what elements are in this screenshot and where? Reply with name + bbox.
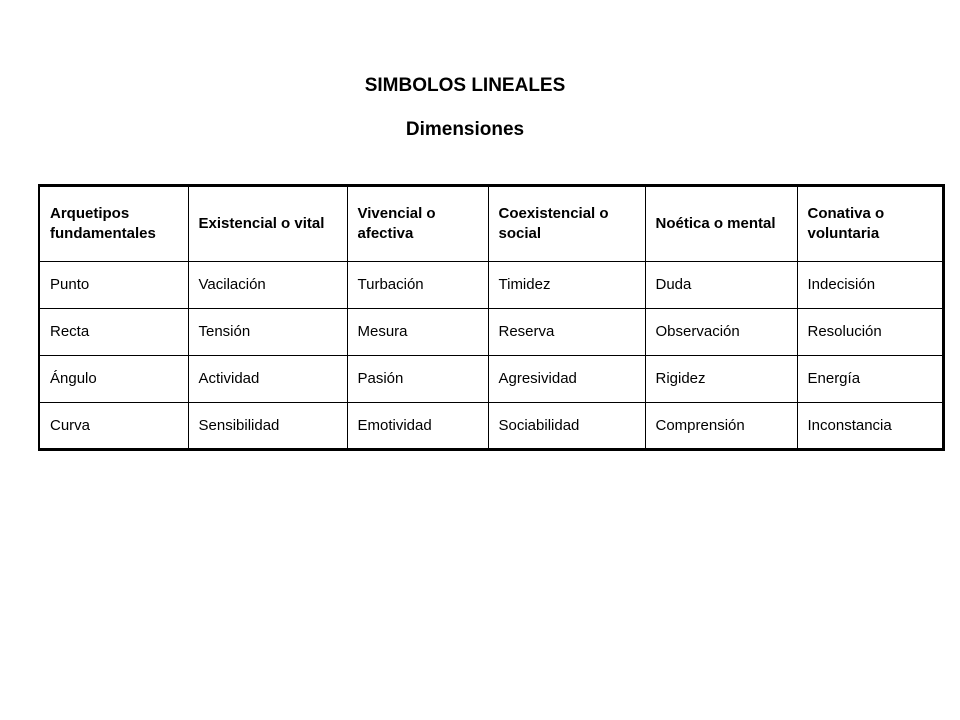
table-row bbox=[39, 262, 943, 309]
table-cell: Emotividad bbox=[347, 403, 488, 450]
page-title: SIMBOLOS LINEALES bbox=[364, 75, 566, 96]
table-cell: Recta bbox=[39, 309, 188, 356]
table-cell: Sensibilidad bbox=[188, 403, 347, 450]
table-cell: Ángulo bbox=[39, 356, 188, 403]
column-header-archetypes: Arquetipos fundamentales bbox=[39, 186, 188, 262]
table-cell: Inconstancia bbox=[797, 403, 943, 450]
column-header-conative: Conativa o voluntaria bbox=[797, 186, 943, 262]
table-cell: Pasión bbox=[347, 356, 488, 403]
table-cell: Curva bbox=[39, 403, 188, 450]
table-cell: Reserva bbox=[488, 309, 645, 356]
table-cell: Agresividad bbox=[488, 356, 645, 403]
table-cell: Indecisión bbox=[797, 262, 943, 309]
table-cell: Turbación bbox=[347, 262, 488, 309]
column-header-noetic: Noética o mental bbox=[645, 186, 797, 262]
table-cell: Sociabilidad bbox=[488, 403, 645, 450]
table-cell: Timidez bbox=[488, 262, 645, 309]
table-cell: Duda bbox=[645, 262, 797, 309]
table-cell: Vacilación bbox=[188, 262, 347, 309]
table-cell: Observación bbox=[645, 309, 797, 356]
column-header-experiential: Vivencial o afectiva bbox=[347, 186, 488, 262]
table-row bbox=[39, 309, 943, 356]
page-subtitle: Dimensiones bbox=[405, 119, 525, 140]
table-cell: Rigidez bbox=[645, 356, 797, 403]
column-header-existential: Existencial o vital bbox=[188, 186, 347, 262]
table-cell: Punto bbox=[39, 262, 188, 309]
table-cell: Resolución bbox=[797, 309, 943, 356]
dimensions-table bbox=[38, 184, 945, 451]
table-row bbox=[39, 403, 943, 450]
table-row bbox=[39, 356, 943, 403]
column-header-coexistential: Coexistencial o social bbox=[488, 186, 645, 262]
table-cell: Energía bbox=[797, 356, 943, 403]
table-header-row bbox=[39, 186, 943, 262]
table-cell: Tensión bbox=[188, 309, 347, 356]
table-cell: Actividad bbox=[188, 356, 347, 403]
table-cell: Comprensión bbox=[645, 403, 797, 450]
table-cell: Mesura bbox=[347, 309, 488, 356]
